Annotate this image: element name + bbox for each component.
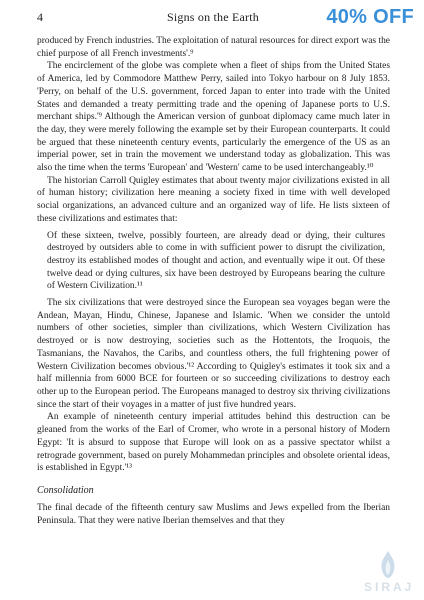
page-number: 4 [37,10,43,24]
section-heading: Consolidation [37,484,94,496]
paragraph-3: The historian Carroll Quigley estimates that about twenty major civilizations existed in all of human history; civilization here meaning a society fixed in time with well developed social organizations, an advanced culture and an organized way of life. He lists sixteen of these civilizations and estimates that: [37,175,390,224]
page-header [37,6,416,30]
running-title: Signs on the Earth [167,10,259,24]
paragraph-4: The six civilizations that were destroyed since the European sea voyages began were the Andean, Mayan, Hindu, Chinese, Japanese and Islamic. 'When we consider the untold numbers of other societies, simpler than civilizations, which Western Civilization has destroyed or is now destroying, societies such as the Hottentots, the Iroquois, the Tasmanians, the Navahos, the Caribs, and countless others, the full frightening power of Western Civilization becomes obvious.'¹² According to Quigley's estimates it took six and a half millennia from 6000 BCE for fourteen or so succeeding civilizations to destroy each other up to the European period. The Europeans managed to destroy six thriving civilizations since the start of their voyages in a matter of just five hundred years. [37,298,390,410]
siraj-watermark [358,550,418,596]
block-quote: Of these sixteen, twelve, possibly fourteen, are already dead or dying, their cultures destroyed by outsiders able to come in with sufficient power to disrupt the civilization, destroy its established modes of thought and action, and eventually wipe it out. Of these twelve dead or dying cultures, six have been destroyed by Europeans bearing the culture of Western Civilization.¹¹ [47,230,385,292]
paragraph-2: The encirclement of the globe was complete when a fleet of ships from the United States of America, led by Commodore Matthew Perry, sailed into Tokyo harbour on 8 July 1853. 'Perry, on behalf of the U.S. government, forced Japan to enter into trade with the United States and demanded a treaty permitting trade and the opening of Japanese ports to U.S. merchant ships.'⁹ Although the American version of gunboat diplomacy came much later in the day, they were merely following the example set by their European counterparts. It could be argued that these nineteenth century events, particularly the emergence of the US as an imperial power, set in train the movement we understand today as globalization. This was also the time when the terms 'European' and 'Western' came to be used interchangeably.¹⁰ [37,61,390,174]
paragraph-5: An example of nineteenth century imperial attitudes behind this destruction can be gleaned from the works of the Earl of Cromer, who wrote in a personal history of Modern Egypt: 'It is absurd to suppose that Europe will look on as a passive spectator whilst a retrograde government, based on purely Mohammedan principles and obsolete oriental ideas, is established in Egypt.'¹³ [37,412,390,474]
page-body [37,35,390,527]
paragraph-6: The final decade of the fifteenth century saw Muslims and Jews expelled from the Iberian Peninsula. That they were native Iberian themselves and that they [37,502,390,526]
watermark-text: SIRAJ [364,580,415,594]
paragraph-1: produced by French industries. The exploitation of natural resources for direct export was the chief purpose of all French investments'.⁹ [37,36,390,59]
flame-logo-icon [376,550,400,580]
discount-badge: 40% OFF [326,6,414,28]
